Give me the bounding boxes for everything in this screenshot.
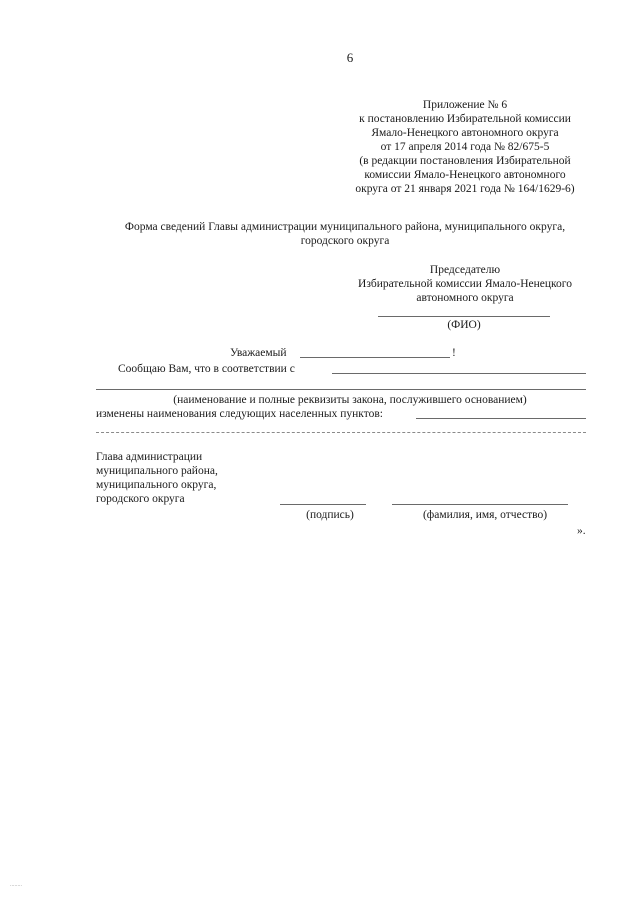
closing-quote-mark: ». <box>577 525 586 537</box>
footer-mark: ........ <box>10 882 22 888</box>
addressee-line: Председателю <box>429 264 501 276</box>
page-number: 6 <box>346 50 354 65</box>
appendix-line: (в редакции постановления Избирательной <box>359 155 571 167</box>
addressee-line: Избирательной комиссии Ямало-Ненецкого <box>358 278 572 290</box>
addressee-block <box>330 263 600 305</box>
appendix-line: от 17 апреля 2014 года № 82/675-5 <box>380 141 550 153</box>
fio-label: (ФИО) <box>447 319 481 331</box>
appendix-line: комиссии Ямало-Ненецкого автономного <box>364 169 566 181</box>
salutation-label: Уважаемый <box>230 347 287 359</box>
head-title-line: муниципального района, <box>96 465 218 477</box>
head-title-block <box>96 450 218 506</box>
settlements-input-line[interactable] <box>416 418 586 419</box>
changed-label: изменены наименования следующих населенных пунктов: <box>96 408 383 420</box>
name-line[interactable] <box>392 504 568 505</box>
head-title-line: муниципального округа, <box>96 479 217 491</box>
signature-line[interactable] <box>280 504 366 505</box>
head-title-line: Глава администрации <box>96 451 203 463</box>
settlements-input-line-2[interactable] <box>96 432 586 433</box>
fio-input-line[interactable] <box>378 316 550 317</box>
appendix-block <box>330 98 600 196</box>
addressee-line: автономного округа <box>416 292 514 304</box>
inform-label: Сообщаю Вам, что в соответствии с <box>118 363 295 375</box>
form-title-line: городского округа <box>300 235 390 247</box>
salutation-name-line[interactable] <box>300 357 450 358</box>
salutation-mark: ! <box>452 347 456 359</box>
law-input-line-2[interactable] <box>96 389 586 390</box>
signature-caption: (подпись) <box>306 509 354 521</box>
law-input-line[interactable] <box>332 373 586 374</box>
name-caption: (фамилия, имя, отчество) <box>422 509 548 521</box>
form-title-line: Форма сведений Главы администрации муниципального района, муниципального округа, <box>124 221 566 233</box>
appendix-line: округа от 21 января 2021 года № 164/1629-6) <box>355 183 575 195</box>
appendix-line: к постановлению Избирательной комиссии <box>359 113 571 125</box>
form-title <box>80 220 610 248</box>
appendix-line: Приложение № 6 <box>422 99 508 111</box>
law-caption: (наименование и полные реквизиты закона, послужившего основанием) <box>173 394 527 406</box>
appendix-line: Ямало-Ненецкого автономного округа <box>371 127 559 139</box>
head-title-line: городского округа <box>96 493 185 505</box>
